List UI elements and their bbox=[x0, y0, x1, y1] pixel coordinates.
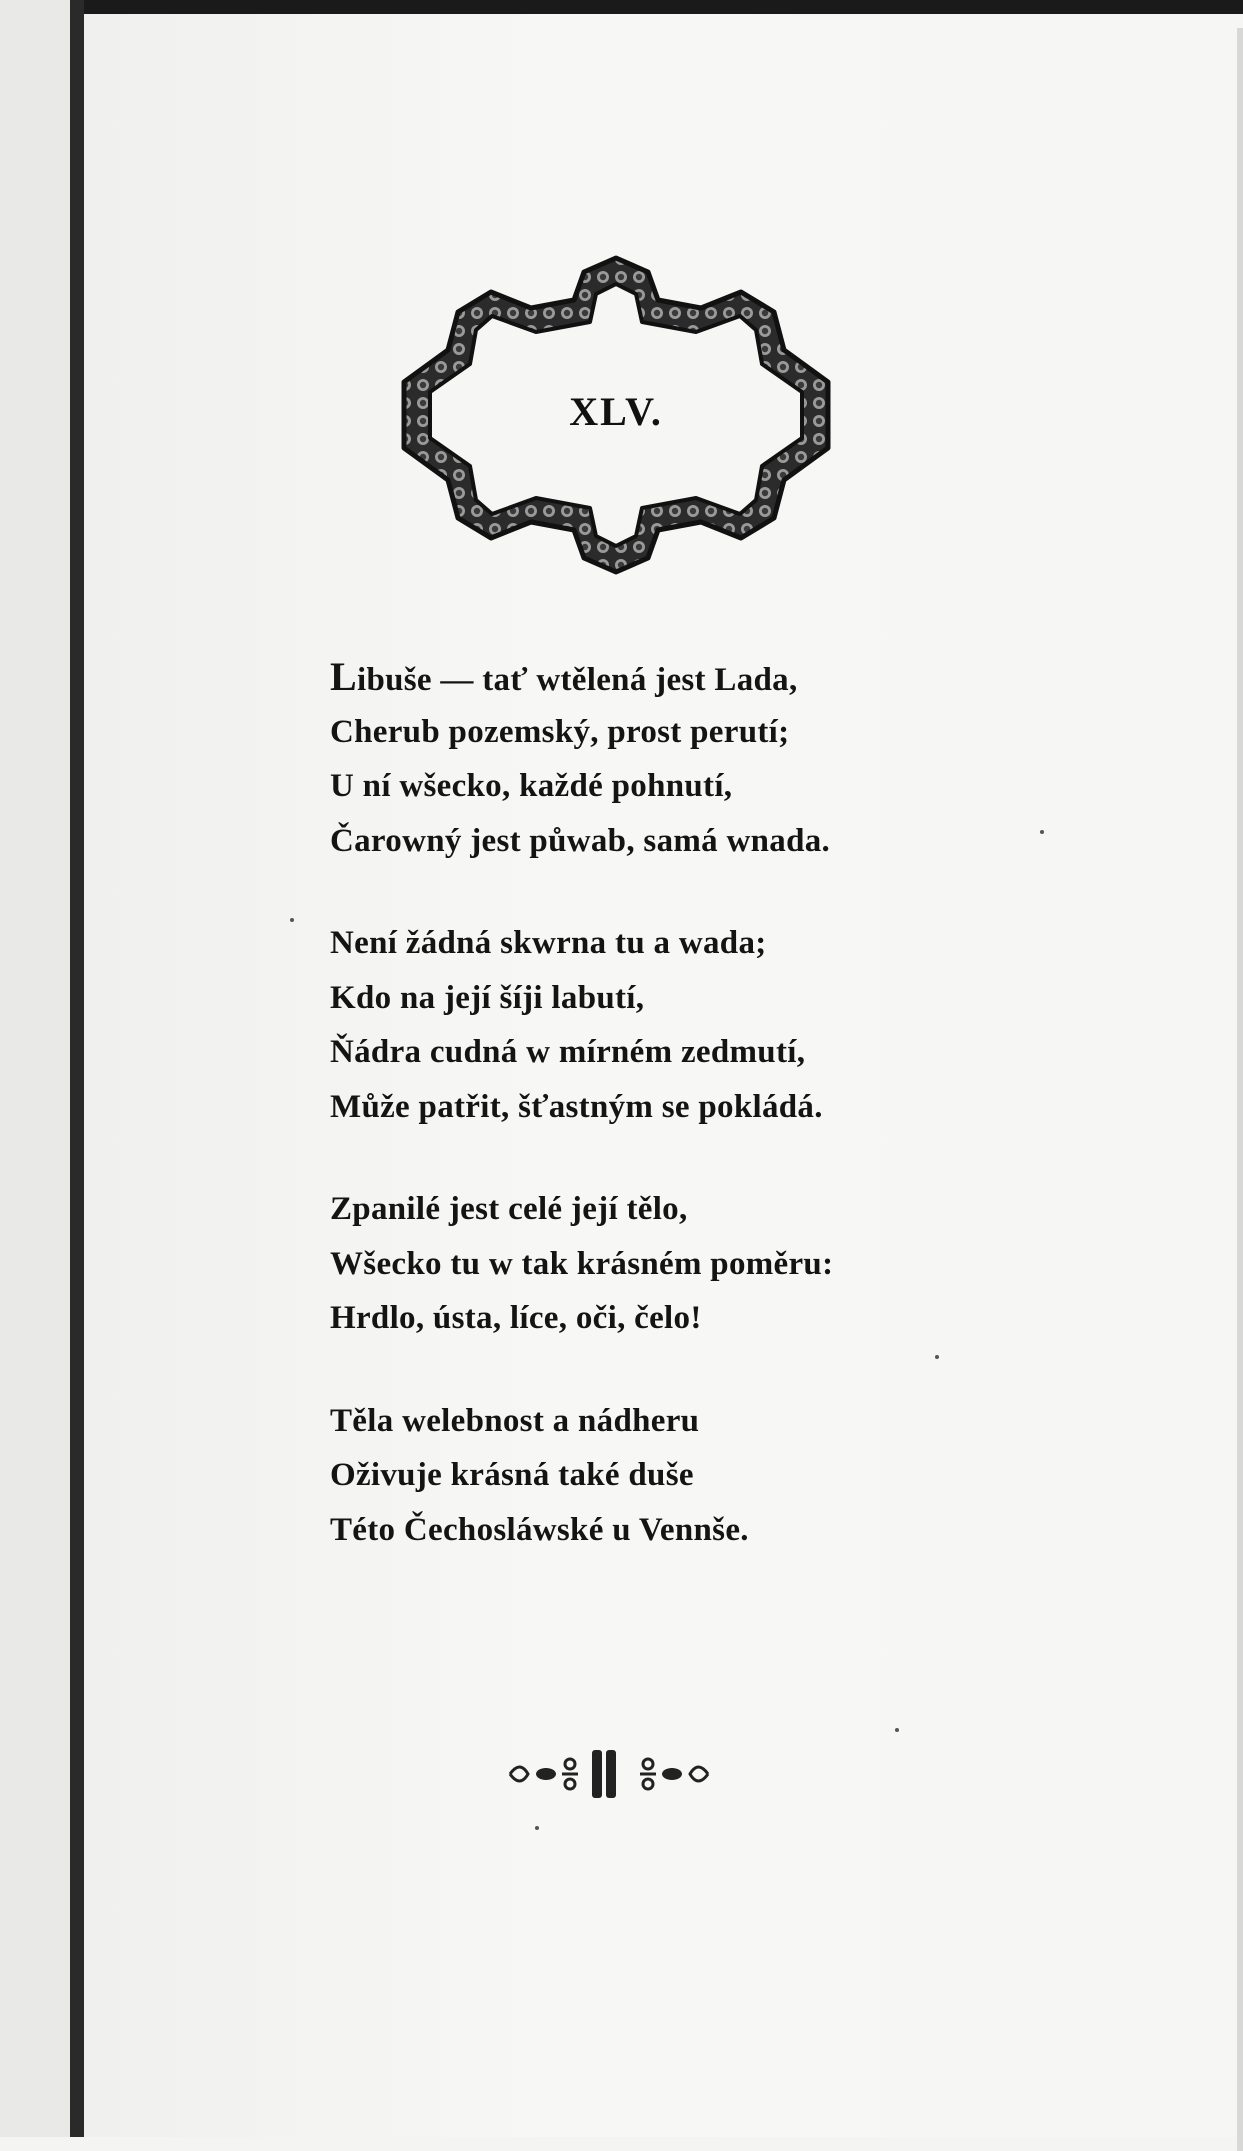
page-speck bbox=[895, 1728, 899, 1732]
stanza-3 bbox=[330, 1182, 970, 1346]
stanza-2 bbox=[330, 916, 970, 1134]
stanza-4 bbox=[330, 1394, 970, 1558]
poem-line: Oživuje krásná také duše bbox=[330, 1457, 694, 1493]
page-speck bbox=[1040, 830, 1044, 834]
poem-line: U ní wšecko, každé pohnutí, bbox=[330, 768, 733, 804]
poem-line: Této Čechosláwské u Vennše. bbox=[330, 1511, 749, 1548]
poem-line: Kdo na její šíji labutí, bbox=[330, 979, 645, 1016]
poem-text bbox=[330, 650, 970, 1557]
stanza-1 bbox=[330, 650, 970, 868]
poem-line: Těla welebnost a nádheru bbox=[330, 1402, 700, 1439]
left-page-margin bbox=[0, 0, 80, 2137]
poem-line: Může patřit, šťastným se pokládá. bbox=[330, 1088, 823, 1125]
poem-line: Čarowný jest půwab, samá wnada. bbox=[330, 822, 831, 859]
poem-line: Hrdlo, ústa, líce, oči, čelo! bbox=[330, 1300, 702, 1336]
poem-line: Ňádra cudná w mírném zedmutí, bbox=[330, 1034, 806, 1070]
poem-line-text: ibuše — tať wtělená jest Lada, bbox=[356, 662, 798, 698]
poem-line: Není žádná skwrna tu a wada; bbox=[330, 925, 767, 961]
page-speck bbox=[535, 1826, 539, 1830]
fleuron-ornament-icon bbox=[504, 1746, 714, 1802]
poem-line: Zpanilé jest celé její tělo, bbox=[330, 1191, 688, 1227]
page-speck bbox=[935, 1355, 939, 1359]
drop-initial: L bbox=[330, 654, 357, 699]
page-right-edge bbox=[1237, 28, 1243, 2151]
poem-line: Cherub pozemský, prost perutí; bbox=[330, 713, 790, 750]
poem-line: Wšecko tu w tak krásném poměru: bbox=[330, 1245, 834, 1282]
page-speck bbox=[290, 918, 294, 922]
chapter-number: XLV. bbox=[569, 389, 663, 434]
book-spine-edge bbox=[70, 0, 84, 2137]
poem-line bbox=[330, 650, 970, 705]
chapter-cartouche bbox=[396, 250, 836, 580]
scan-top-border bbox=[0, 0, 1243, 14]
